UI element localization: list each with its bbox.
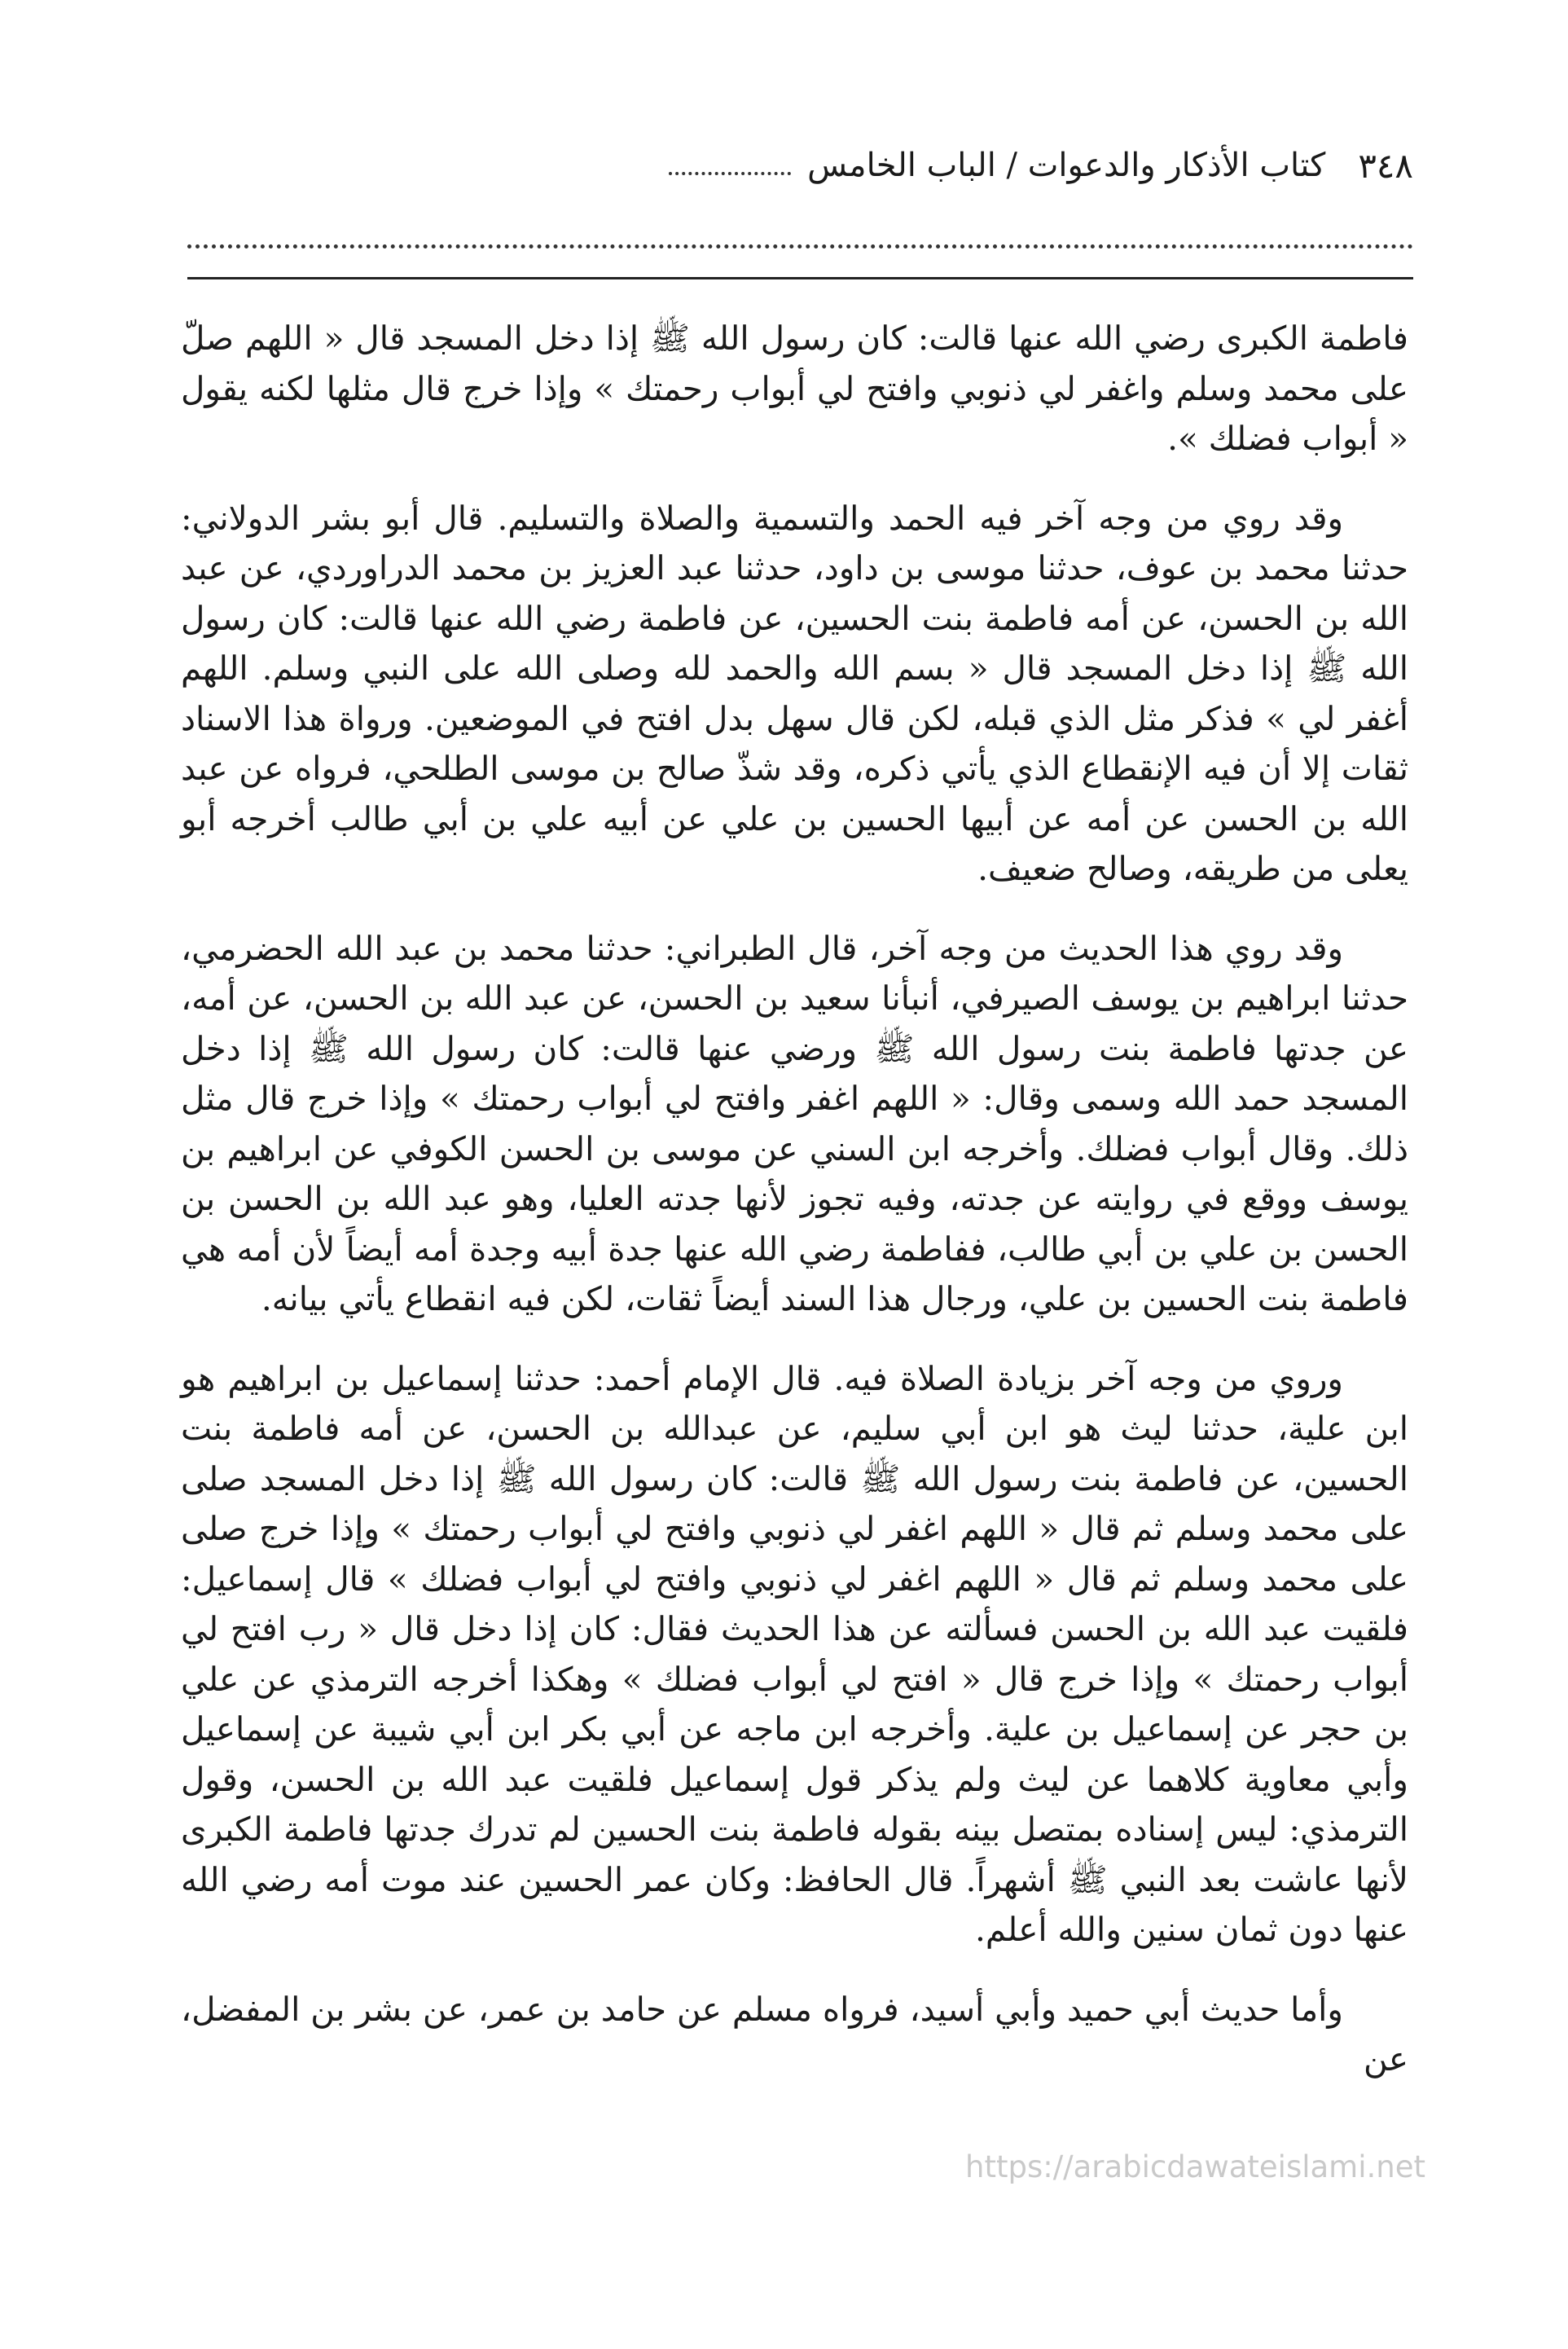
paragraph: وروي من وجه آخر بزيادة الصلاة فيه. قال الإمام أحمد: حدثنا إسماعيل بن ابراهيم هو ابن علية، حدثنا ليث هو ابن أبي سليم، عن عبدالله بن الحسن، عن أمه فاطمة بنت الحسين، عن فاطمة بنت رسول الله ﷺ قالت: كان رسول الله ﷺ إذا دخل المسجد صلى على محمد وسلم ثم قال « اللهم اغفر لي ذنوبي وافتح لي أبواب رحمتك » وإذا خرج صلى على محمد وسلم ثم قال « اللهم اغفر لي ذنوبي وافتح لي أبواب فضلك » قال إسماعيل: فلقيت عبد الله بن الحسن فسألته عن هذا الحديث فقال: كان إذا دخل قال « رب افتح لي أبواب رحمتك » وإذا خرج قال « افتح لي أبواب فضلك » وهكذا أخرجه الترمذي عن علي بن حجر عن إسماعيل بن علية. وأخرجه ابن ماجه عن أبي بكر ابن أبي شيبة عن إسماعيل وأبي معاوية كلاهما عن ليث ولم يذكر قول إسماعيل فلقيت عبد الله بن الحسن، وقول الترمذي: ليس إسناده بمتصل بينه بقوله فاطمة بنت الحسين لم تدرك جدتها فاطمة الكبرى لأنها عاشت بعد النبي ﷺ أشهراً. قال الحافظ: وكان عمر الحسين عند موت أمه رضي الله عنها دون ثمان سنين والله أعلم. <box>181 1358 1408 1949</box>
header-rule <box>187 277 1413 279</box>
running-header <box>187 137 1413 194</box>
paragraph: فاطمة الكبرى رضي الله عنها قالت: كان رسول الله ﷺ إذا دخل المسجد قال « اللهم صلّ على محمد وسلم واغفر لي ذنوبي وافتح لي أبواب رحمتك » وإذا خرج قال مثلها لكنه يقول « أبواب فضلك ». <box>181 319 1408 458</box>
dotted-separator <box>187 244 1413 249</box>
body-text <box>181 314 1408 2114</box>
paragraph: وأما حديث أبي حميد وأبي أسيد، فرواه مسلم عن حامد بن عمر، عن بشر بن المفضل، عن <box>181 1989 1408 2078</box>
header-dot-leader <box>669 172 791 175</box>
paragraph: وقد روي من وجه آخر فيه الحمد والتسمية والصلاة والتسليم. قال أبو بشر الدولاني: حدثنا محمد بن عوف، حدثنا موسى بن داود، حدثنا عبد العزيز بن محمد الدراوردي، عن عبد الله بن الحسن، عن أمه فاطمة بنت الحسين، عن فاطمة رضي الله عنها قالت: كان رسول الله ﷺ إذا دخل المسجد قال « بسم الله والحمد لله وصلى الله على النبي وسلم. اللهم أغفر لي » فذكر مثل الذي قبله، لكن قال سهل بدل افتح في الموضعين. ورواة هذا الاسناد ثقات إلا أن فيه الإنقطاع الذي يأتي ذكره، وقد شذّ صالح بن موسى الطلحي، فرواه عن عبد الله بن الحسن عن أمه عن أبيها الحسين بن علي عن أبيه علي بن أبي طالب أخرجه أبو يعلى من طريقه، وصالح ضعيف. <box>181 498 1408 888</box>
page-number: ٣٤٨ <box>1358 145 1413 186</box>
paragraph: وقد روي هذا الحديث من وجه آخر، قال الطبراني: حدثنا محمد بن عبد الله الحضرمي، حدثنا ابراهيم بن يوسف الصيرفي، أنبأنا سعيد بن الحسن، عن عبد الله بن الحسن، عن أمه، عن جدتها فاطمة بنت رسول الله ﷺ ورضي عنها قالت: كان رسول الله ﷺ إذا دخل المسجد حمد الله وسمى وقال: « اللهم اغفر وافتح لي أبواب رحمتك » وإذا خرج قال مثل ذلك. وقال أبواب فضلك. وأخرجه ابن السني عن موسى بن الحسن الكوفي عن ابراهيم بن يوسف ووقع في روايته عن جدته، وفيه تجوز لأنها جدته العليا، وهو عبد الله بن الحسن بن الحسن بن علي بن أبي طالب، ففاطمة رضي الله عنها جدة أبيه وجدة أمه أيضاً لأن أمه هي فاطمة بنت الحسين بن علي، ورجال هذا السند أيضاً ثقات، لكن فيه انقطاع يأتي بيانه. <box>181 928 1408 1318</box>
watermark-url: https://arabicdawateislami.net <box>965 2149 1425 2184</box>
chapter-title: كتاب الأذكار والدعوات / الباب الخامس <box>807 147 1326 184</box>
